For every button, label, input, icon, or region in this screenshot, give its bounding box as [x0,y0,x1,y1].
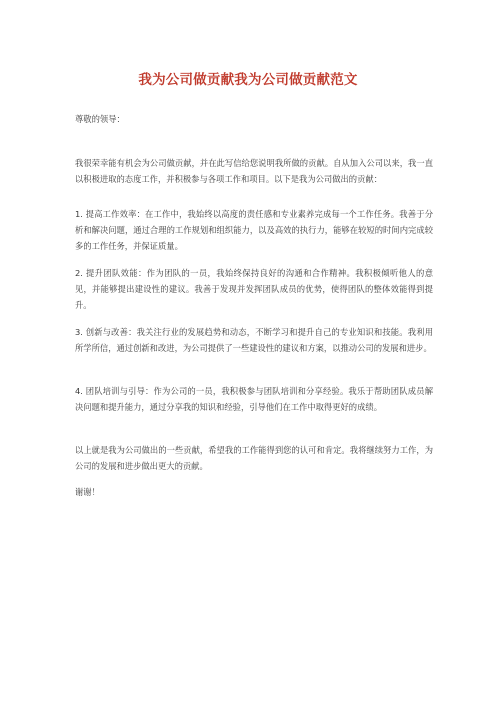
contribution-item-1: 1. 提高工作效率：在工作中，我始终以高度的责任感和专业素养完成每一个工作任务。我善于分析和解决问题，通过合理的工作规划和组织能力，以及高效的执行力，能够在较短的时间内完成较多的工作任务，并保证质量。 [75,209,433,251]
thanks-line: 谢谢！ [75,487,100,497]
contribution-item-3: 3. 创新与改善：我关注行业的发展趋势和动态，不断学习和提升自己的专业知识和技能。我利用所学所信，通过创新和改进，为公司提供了一些建设性的建议和方案，以推动公司的发展和进步。 [75,327,433,353]
document-title: 我为公司做贡献我为公司做贡献范文 [138,72,358,88]
closing-paragraph: 以上就是我为公司做出的一些贡献，希望我的工作能得到您的认可和肯定。我将继续努力工作，为公司的发展和进步做出更大的贡献。 [75,445,433,471]
contribution-item-4: 4. 团队培训与引导：作为公司的一员，我积极参与团队培训和分享经验。我乐于帮助团队成员解决问题和提升能力，通过分享我的知识和经验，引导他们在工作中取得更好的成绩。 [75,386,433,412]
greeting-line: 尊敬的领导： [75,114,125,124]
contribution-item-2: 2. 提升团队效能：作为团队的一员，我始终保持良好的沟通和合作精神。我积极倾听他人的意见，并能够提出建设性的建议。我善于发现并发挥团队成员的优势，使得团队的整体效能得到提升。 [75,268,433,310]
intro-paragraph: 我很荣幸能有机会为公司做贡献，并在此写信给您说明我所做的贡献。自从加入公司以来，我一直以积极进取的态度工作，并积极参与各项工作和项目。以下是我为公司做出的贡献： [75,158,433,184]
